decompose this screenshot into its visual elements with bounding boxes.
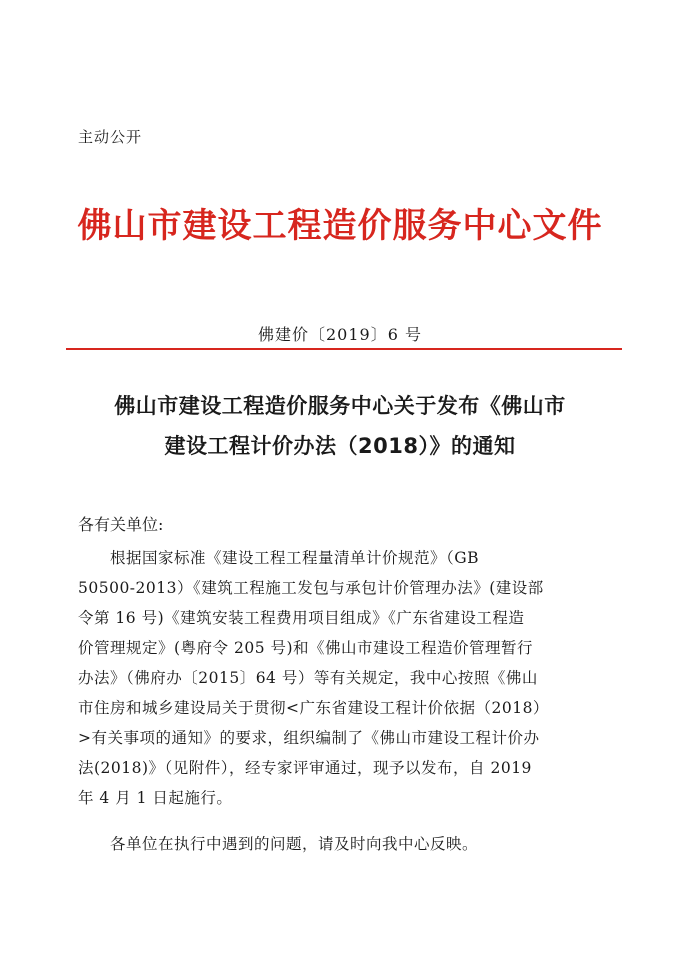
document-number: 佛建价〔2019〕6 号 xyxy=(258,325,422,344)
notice-title-line-1: 佛山市建设工程造价服务中心关于发布《佛山市 xyxy=(114,394,566,418)
closing-paragraph: 各单位在执行中遇到的问题，请及时向我中心反映。 xyxy=(110,835,479,853)
disclosure-label: 主动公开 xyxy=(78,128,143,146)
body-line: 市住房和城乡建设局关于贯彻<广东省建设工程计价依据（2018） xyxy=(78,699,549,717)
body-line: 50500-2013）《建筑工程施工发包与承包计价管理办法》(建设部 xyxy=(78,579,544,597)
body-line: 办法》（佛府办〔2015〕64 号）等有关规定，我中心按照《佛山 xyxy=(78,669,538,687)
body-line: 价管理规定》(粤府令 205 号)和《佛山市建设工程造价管理暂行 xyxy=(78,639,534,657)
body-line: 根据国家标准《建设工程工程量清单计价规范》（GB xyxy=(110,549,480,567)
body-line: 法(2018)》（见附件），经专家评审通过，现予以发布，自 2019 xyxy=(78,759,532,777)
notice-title xyxy=(60,386,620,466)
notice-title-line-2: 建设工程计价办法（2018）》的通知 xyxy=(164,434,516,458)
salutation: 各有关单位: xyxy=(78,515,164,534)
body-line: 令第 16 号)《建筑安装工程费用项目组成》《广东省建设工程造 xyxy=(78,609,525,627)
body-paragraph xyxy=(78,543,606,813)
red-divider-line xyxy=(66,348,622,350)
body-line: >有关事项的通知》的要求，组织编制了《佛山市建设工程计价办 xyxy=(78,729,540,747)
body-line: 年 4 月 1 日起施行。 xyxy=(78,789,233,807)
issuing-organization-title: 佛山市建设工程造价服务中心文件 xyxy=(77,206,603,246)
